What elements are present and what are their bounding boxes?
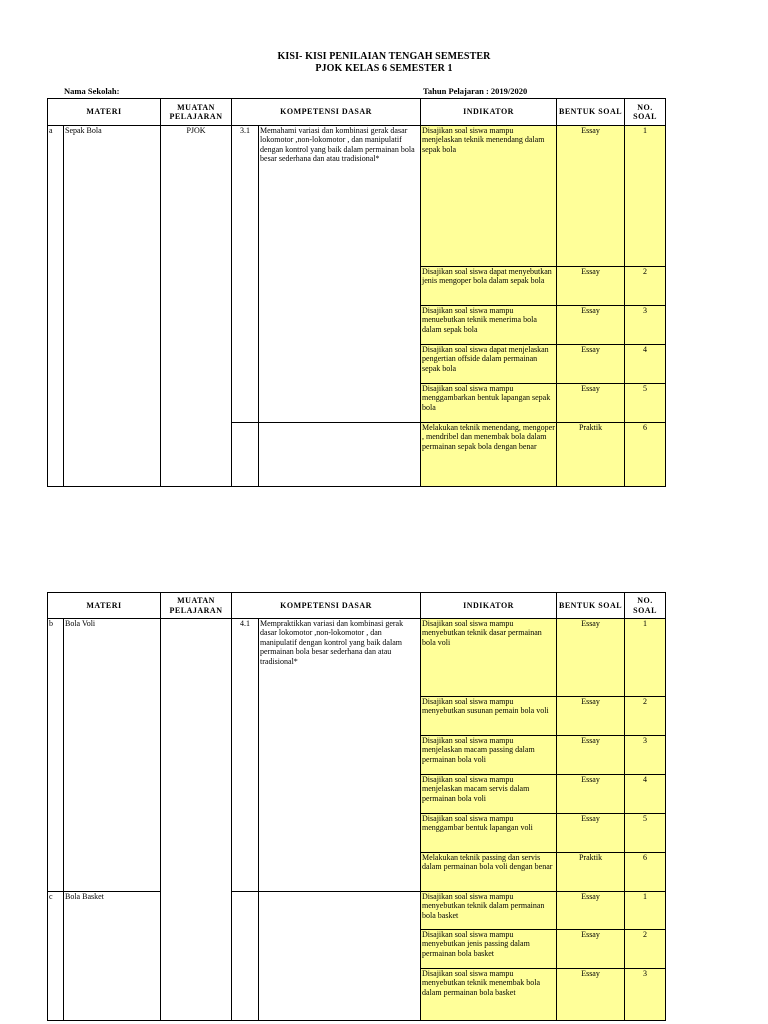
kd-number: 4.1 xyxy=(232,619,259,892)
indikator-cell: Disajikan soal siswa mampu menuebutkan teknik menerima bola dalam sepak bola xyxy=(421,306,557,345)
kd-text: Mempraktikkan variasi dan kombinasi gerak dasar lokomotor ,non-lokomotor , dan manipulatif dengan kontrol yang baik dalam permainan bola besar sederhana dan atau tradisional* xyxy=(259,619,421,892)
bentuk-soal-cell: Essay xyxy=(557,306,625,345)
no-soal-cell: 5 xyxy=(625,814,666,853)
indikator-cell: Melakukan teknik passing dan servis dalam permainan bola voli dengan benar xyxy=(421,853,557,892)
no-soal-cell: 3 xyxy=(625,736,666,775)
kd-text: Memahami variasi dan kombinasi gerak dasar lokomotor ,non-lokomotor , dan manipulatif dengan kontrol yang baik dalam permainan bola besar sederhana dan atau tradisional* xyxy=(259,126,421,423)
indikator-cell: Disajikan soal siswa mampu menyebutkan jenis passing dalam permainan bola basket xyxy=(421,930,557,969)
bentuk-soal-cell: Essay xyxy=(557,384,625,423)
kd-empty-cell xyxy=(232,423,259,487)
kisi-table-1 xyxy=(47,98,666,487)
header-muatan: MUATAN PELAJARAN xyxy=(161,99,232,126)
header-kompetensi-dasar: KOMPETENSI DASAR xyxy=(232,593,421,619)
header-materi: MATERI xyxy=(48,593,161,619)
kd-empty-cell xyxy=(259,423,421,487)
table-header-row xyxy=(48,99,666,126)
table-header-row xyxy=(48,593,666,619)
header-indikator: INDIKATOR xyxy=(421,99,557,126)
no-soal-cell: 6 xyxy=(625,853,666,892)
kd-number: 3.1 xyxy=(232,126,259,423)
indikator-cell: Disajikan soal siswa mampu menyebutkan susunan pemain bola voli xyxy=(421,697,557,736)
bentuk-soal-cell: Essay xyxy=(557,930,625,969)
header-no-soal: NO. SOAL xyxy=(625,99,666,126)
bentuk-soal-cell: Essay xyxy=(557,969,625,1021)
bentuk-soal-cell: Essay xyxy=(557,619,625,697)
materi-name: Sepak Bola xyxy=(64,126,161,487)
header-bentuk-soal: BENTUK SOAL xyxy=(557,99,625,126)
bentuk-soal-cell: Essay xyxy=(557,267,625,306)
bentuk-soal-cell: Essay xyxy=(557,775,625,814)
indikator-cell: Disajikan soal siswa mampu menyebutkan teknik menembak bola dalam permainan bola basket xyxy=(421,969,557,1021)
materi-letter: a xyxy=(48,126,64,487)
indikator-cell: Disajikan soal siswa mampu menjelaskan teknik menendang dalam sepak bola xyxy=(421,126,557,267)
bentuk-soal-cell: Essay xyxy=(557,345,625,384)
bentuk-soal-cell: Essay xyxy=(557,892,625,930)
no-soal-cell: 6 xyxy=(625,423,666,487)
header-indikator: INDIKATOR xyxy=(421,593,557,619)
academic-year-label: Tahun Pelajaran : 2019/2020 xyxy=(423,86,528,96)
header-bentuk-soal: BENTUK SOAL xyxy=(557,593,625,619)
muatan-pelajaran xyxy=(161,619,232,1021)
header-kompetensi-dasar: KOMPETENSI DASAR xyxy=(232,99,421,126)
no-soal-cell: 5 xyxy=(625,384,666,423)
no-soal-cell: 2 xyxy=(625,930,666,969)
indikator-cell: Disajikan soal siswa mampu menjelaskan macam servis dalam permainan bola voli xyxy=(421,775,557,814)
materi-letter: b xyxy=(48,619,64,892)
document-subtitle: PJOK KELAS 6 SEMESTER 1 xyxy=(315,63,453,74)
indikator-cell: Disajikan soal siswa dapat menjelaskan pengertian offside dalam permainan sepak bola xyxy=(421,345,557,384)
bentuk-soal-cell: Essay xyxy=(557,814,625,853)
bentuk-soal-cell: Essay xyxy=(557,126,625,267)
table-row xyxy=(48,892,666,930)
header-materi: MATERI xyxy=(48,99,161,126)
kd-empty-cell xyxy=(259,892,421,1021)
materi-letter: c xyxy=(48,892,64,1021)
bentuk-soal-cell: Praktik xyxy=(557,423,625,487)
kisi-table-2 xyxy=(47,592,666,1021)
no-soal-cell: 2 xyxy=(625,267,666,306)
indikator-cell: Disajikan soal siswa dapat menyebutkan jenis mengoper bola dalam sepak bola xyxy=(421,267,557,306)
table-row xyxy=(48,619,666,697)
no-soal-cell: 2 xyxy=(625,697,666,736)
indikator-cell: Disajikan soal siswa mampu menyebutkan teknik dalam permainan bola basket xyxy=(421,892,557,930)
indikator-cell: Melakukan teknik menendang, mengoper , mendribel dan menembak bola dalam permainan sepak bola dengan benar xyxy=(421,423,557,487)
no-soal-cell: 3 xyxy=(625,969,666,1021)
muatan-pelajaran: PJOK xyxy=(161,126,232,487)
table-row xyxy=(48,126,666,267)
bentuk-soal-cell: Essay xyxy=(557,697,625,736)
bentuk-soal-cell: Essay xyxy=(557,736,625,775)
no-soal-cell: 3 xyxy=(625,306,666,345)
indikator-cell: Disajikan soal siswa mampu menyebutkan teknik dasar permainan bola voli xyxy=(421,619,557,697)
header-no-soal: NO. SOAL xyxy=(625,593,666,619)
no-soal-cell: 1 xyxy=(625,619,666,697)
no-soal-cell: 1 xyxy=(625,892,666,930)
bentuk-soal-cell: Praktik xyxy=(557,853,625,892)
kd-empty-cell xyxy=(232,892,259,1021)
no-soal-cell: 4 xyxy=(625,345,666,384)
indikator-cell: Disajikan soal siswa mampu menjelaskan macam passing dalam permainan bola voli xyxy=(421,736,557,775)
materi-name: Bola Basket xyxy=(64,892,161,1021)
no-soal-cell: 1 xyxy=(625,126,666,267)
header-muatan: MUATAN PELAJARAN xyxy=(161,593,232,619)
document-title: KISI- KISI PENILAIAN TENGAH SEMESTER xyxy=(277,51,491,62)
indikator-cell: Disajikan soal siswa mampu menggambar bentuk lapangan voli xyxy=(421,814,557,853)
no-soal-cell: 4 xyxy=(625,775,666,814)
indikator-cell: Disajikan soal siswa mampu menggambarkan bentuk lapangan sepak bola xyxy=(421,384,557,423)
materi-name: Bola Voli xyxy=(64,619,161,892)
school-name-label: Nama Sekolah: xyxy=(64,86,120,96)
